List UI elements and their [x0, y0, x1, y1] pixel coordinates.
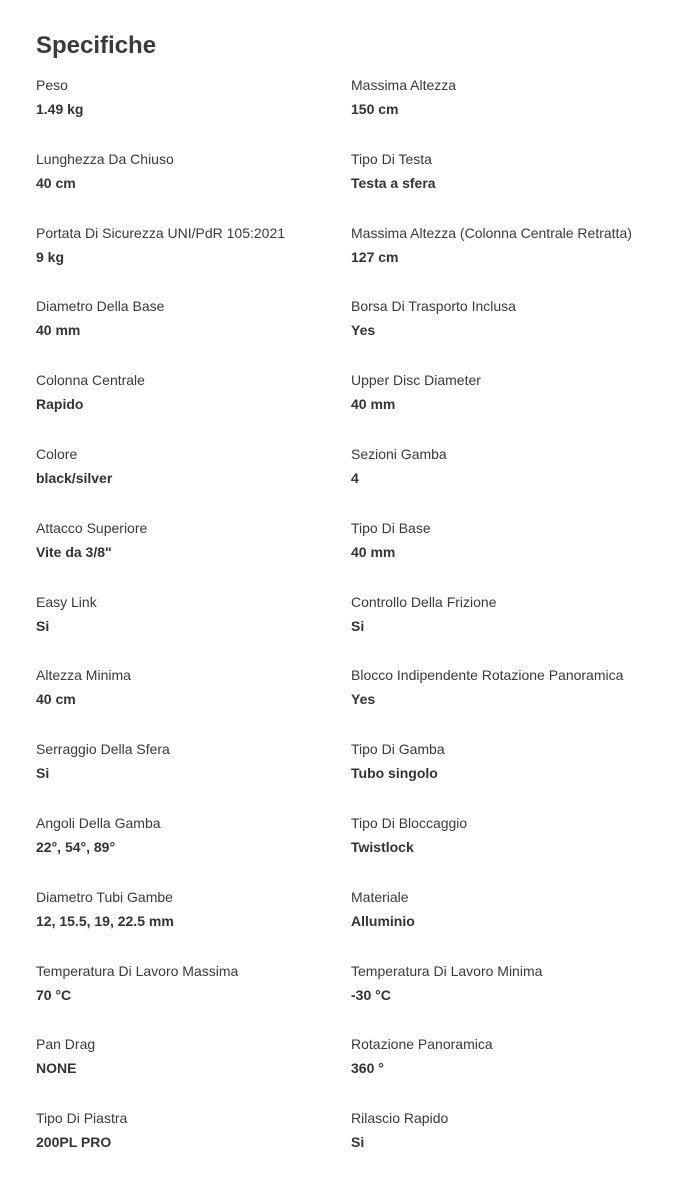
spec-value: Si	[351, 1134, 365, 1151]
spec-label: Serraggio Della Sfera	[36, 741, 170, 758]
spec-label: Tipo Di Testa	[351, 150, 432, 167]
specifications-title: Specifiche	[36, 32, 157, 59]
specifications-grid	[36, 75, 666, 1182]
spec-item	[351, 223, 666, 297]
spec-value: 9 kg	[36, 248, 65, 265]
spec-item	[36, 739, 351, 813]
spec-value: 150 cm	[351, 101, 399, 117]
spec-value: black/silver	[36, 469, 113, 486]
spec-label: Tipo Di Piastra	[36, 1110, 128, 1127]
spec-value: 127 cm	[351, 248, 399, 265]
spec-item	[351, 296, 666, 370]
spec-value: 22°, 54°, 89°	[36, 838, 116, 855]
spec-value: 40 mm	[36, 322, 81, 339]
spec-value: Rapido	[36, 396, 84, 413]
spec-label: Portata Di Sicurezza UNI/PdR 105:2021	[36, 224, 286, 241]
spec-item	[36, 75, 351, 149]
spec-item	[351, 149, 666, 223]
spec-item	[36, 518, 351, 592]
spec-item	[36, 592, 351, 666]
spec-item	[36, 1108, 351, 1182]
spec-item	[351, 961, 666, 1035]
spec-item	[351, 518, 666, 592]
spec-label: Massima Altezza (Colonna Centrale Retratta)	[351, 224, 632, 241]
spec-label: Rilascio Rapido	[351, 1110, 449, 1127]
spec-value: Si	[36, 765, 50, 782]
spec-value: 1.49 kg	[36, 101, 84, 117]
spec-label: Colore	[36, 445, 78, 462]
spec-item	[36, 665, 351, 739]
spec-item	[351, 444, 666, 518]
spec-value: Yes	[351, 322, 376, 339]
spec-value: Si	[351, 617, 365, 634]
spec-label: Angoli Della Gamba	[36, 814, 161, 831]
spec-label: Sezioni Gamba	[351, 445, 447, 462]
spec-value: Testa a sfera	[351, 174, 436, 191]
spec-label: Diametro Tubi Gambe	[36, 888, 173, 905]
spec-item	[36, 961, 351, 1035]
spec-item	[351, 1034, 666, 1108]
spec-item	[351, 592, 666, 666]
spec-label: Diametro Della Base	[36, 298, 165, 315]
spec-label: Tipo Di Bloccaggio	[351, 814, 468, 831]
spec-item	[351, 1108, 666, 1182]
spec-item	[36, 223, 351, 297]
spec-label: Tipo Di Base	[351, 519, 431, 536]
spec-value: 40 cm	[36, 691, 76, 708]
spec-value: Alluminio	[351, 912, 415, 929]
spec-item	[36, 296, 351, 370]
spec-value: 360 °	[351, 1060, 384, 1077]
spec-item	[351, 813, 666, 887]
spec-value: Yes	[351, 691, 376, 708]
spec-label: Rotazione Panoramica	[351, 1036, 493, 1053]
spec-value: 12, 15.5, 19, 22.5 mm	[36, 912, 174, 929]
spec-value: Vite da 3/8"	[36, 543, 112, 560]
spec-label: Tipo Di Gamba	[351, 741, 445, 758]
spec-item	[351, 887, 666, 961]
spec-label: Massima Altezza	[351, 77, 457, 93]
spec-value: 40 mm	[351, 543, 396, 560]
spec-item	[36, 444, 351, 518]
spec-item	[36, 813, 351, 887]
spec-label: Attacco Superiore	[36, 519, 148, 536]
spec-value: Tubo singolo	[351, 765, 438, 782]
spec-label: Controllo Della Frizione	[351, 593, 497, 610]
spec-value: 4	[351, 469, 359, 486]
spec-item	[351, 665, 666, 739]
spec-label: Materiale	[351, 888, 409, 905]
spec-value: Si	[36, 617, 50, 634]
spec-value: -30 °C	[351, 986, 391, 1003]
spec-label: Peso	[36, 77, 68, 93]
spec-item	[351, 370, 666, 444]
spec-label: Temperatura Di Lavoro Massima	[36, 962, 239, 979]
spec-label: Borsa Di Trasporto Inclusa	[351, 298, 516, 315]
spec-label: Blocco Indipendente Rotazione Panoramica	[351, 667, 624, 684]
spec-label: Pan Drag	[36, 1036, 96, 1053]
spec-label: Temperatura Di Lavoro Minima	[351, 962, 543, 979]
spec-value: 40 mm	[351, 396, 396, 413]
spec-value: Twistlock	[351, 838, 414, 855]
spec-label: Altezza Minima	[36, 667, 131, 684]
spec-item	[351, 75, 666, 149]
spec-item	[36, 370, 351, 444]
spec-label: Upper Disc Diameter	[351, 372, 481, 389]
spec-value: 200PL PRO	[36, 1134, 112, 1151]
spec-label: Lunghezza Da Chiuso	[36, 150, 174, 167]
spec-value: NONE	[36, 1060, 77, 1077]
spec-value: 70 °C	[36, 986, 72, 1003]
spec-label: Colonna Centrale	[36, 372, 145, 389]
spec-item	[36, 887, 351, 961]
spec-item	[36, 1034, 351, 1108]
spec-item	[351, 739, 666, 813]
spec-value: 40 cm	[36, 174, 76, 191]
spec-label: Easy Link	[36, 593, 97, 610]
spec-item	[36, 149, 351, 223]
